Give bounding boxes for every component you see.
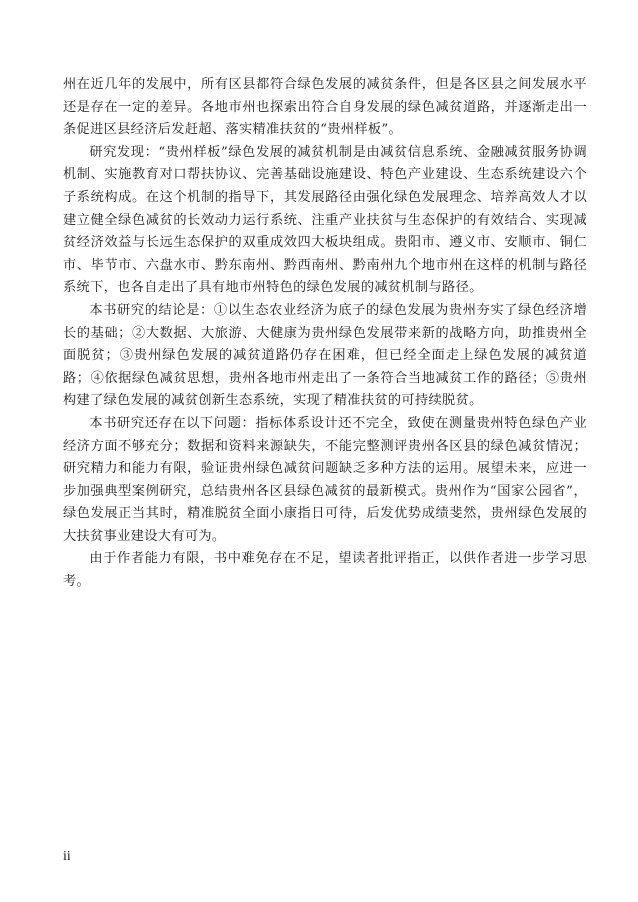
paragraph-continuation: 州在近几年的发展中，所有区县都符合绿色发展的减贫条件，但是各区县之间发展水平还是存在一定的差异。各地市州也探索出符合自身发展的绿色减贫道路，并逐渐走出一条促进区县经济后发赶超、落实精准扶贫的“贵州样板”。 [63,77,587,138]
page-body [63,74,587,594]
paragraph-conclusions: 本书研究的结论是：①以生态农业经济为底子的绿色发展为贵州夯实了绿色经济增长的基础；②大数据、大旅游、大健康为贵州绿色发展带来新的战略方向，助推贵州全面脱贫；③贵州绿色发展的减贫道路仍存在困难，但已经全面走上绿色发展的减贫道路；④依据绿色减贫思想，贵州各地市州走出了一条符合当地减贫工作的路径；⑤贵州构建了绿色发展的减贫创新生态系统，实现了精准扶贫的可持续脱贫。 [63,302,587,409]
page-number: ii [63,849,71,864]
paragraph-research-findings: 研究发现：“贵州样板”绿色发展的减贫机制是由减贫信息系统、金融减贫服务协调机制、实施教育对口帮扶协议、完善基础设施建设、特色产业建设、生态系统建设六个子系统构成。在这个机制的指导下，其发展路径由强化绿色发展理念、培养高效人才以建立健全绿色减贫的长效动力运行系统、注重产业扶贫与生态保护的有效结合、实现减贫经济效益与长远生态保护的双重成效四大板块组成。贵阳市、遵义市、安顺市、铜仁市、毕节市、六盘水市、黔东南州、黔西南州、黔南州九个地市州在这样的机制与路径系统下，也各自走出了具有地市州特色的绿色发展的减贫机制与路径。 [63,144,587,296]
paragraph-limitations-outlook: 本书研究还存在以下问题：指标体系设计还不完全，致使在测量贵州特色绿色产业经济方面不够充分；数据和资料来源缺失，不能完整测评贵州各区县的绿色减贫情况；研究精力和能力有限，验证贵州绿色减贫问题缺乏多种方法的运用。展望未来，应进一步加强典型案例研究，总结贵州各区县绿色减贫的最新模式。贵州作为“国家公园省”，绿色发展正当其时，精准脱贫全面小康指日可待，后发优势成绩斐然，贵州绿色发展的大扶贫事业建设大有可为。 [63,415,587,544]
paragraph-author-note: 由于作者能力有限，书中难免存在不足，望读者批评指正，以供作者进一步学习思考。 [63,551,587,590]
